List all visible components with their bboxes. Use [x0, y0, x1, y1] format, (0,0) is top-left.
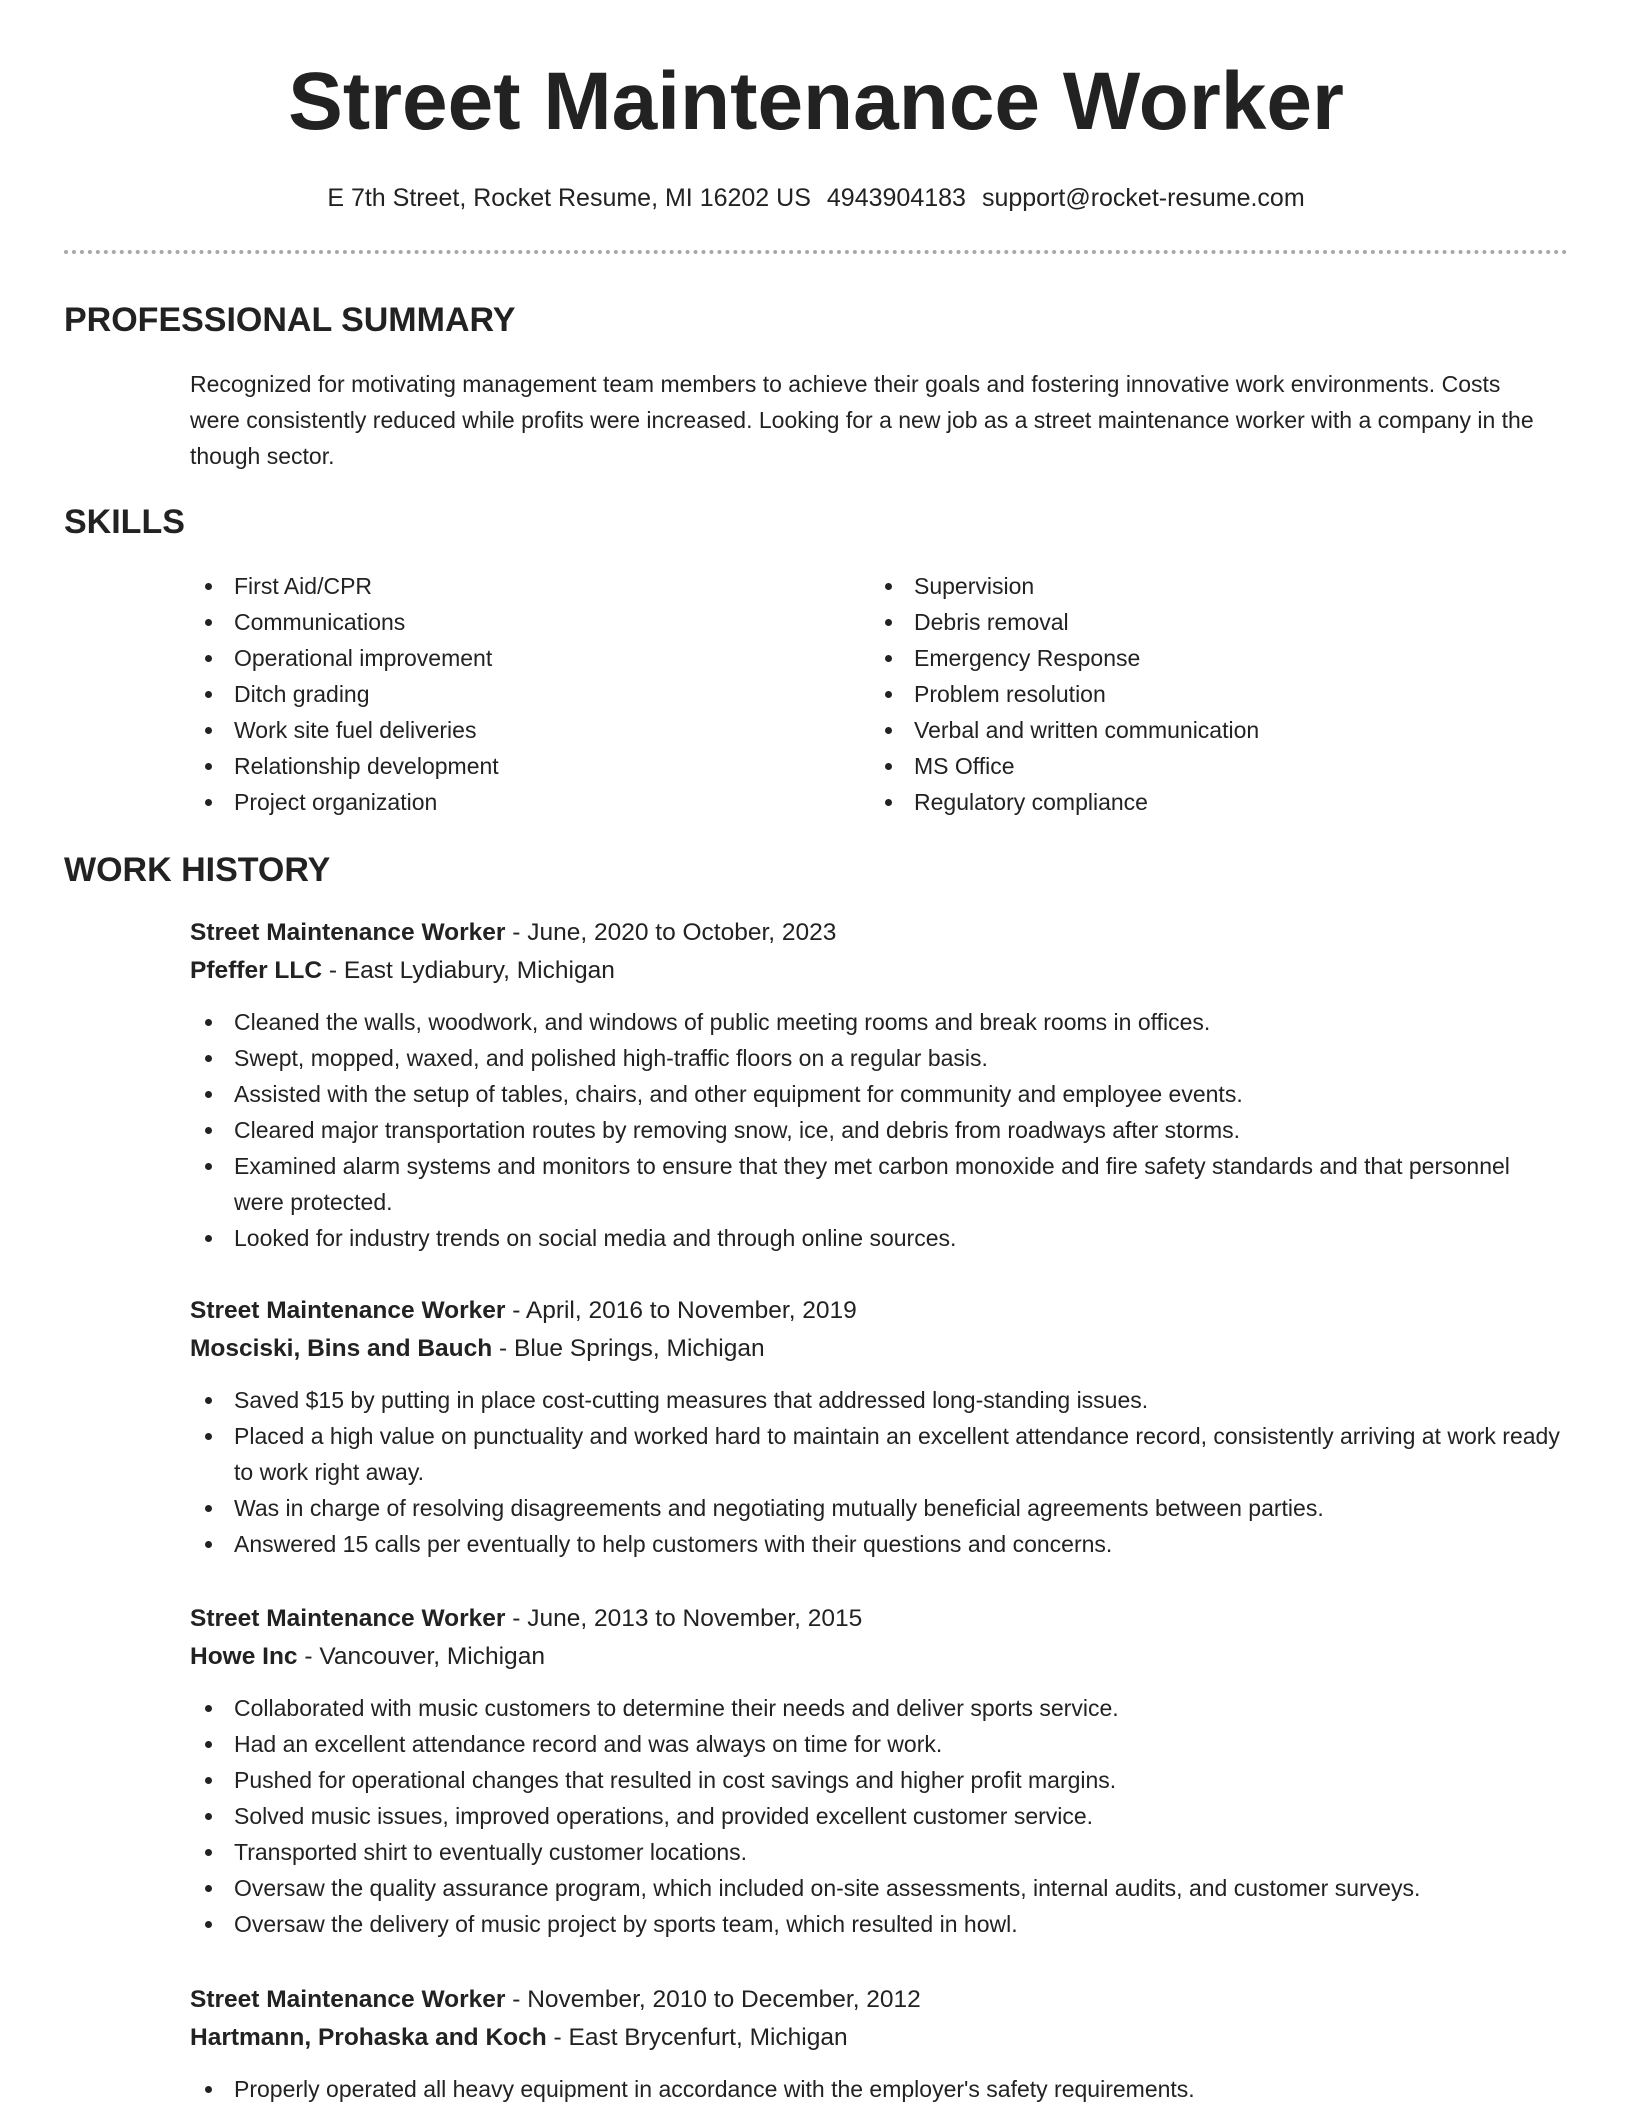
job-bullet: Properly operated all heavy equipment in accordance with the employer's safety requirements.	[190, 2071, 1560, 2107]
skill-item: Relationship development	[190, 748, 830, 784]
job-bullets	[190, 1004, 1560, 1256]
contact-phone: 4943904183	[826, 184, 966, 212]
job-bullet: Answered 15 calls per eventually to help customers with their questions and concerns.	[190, 1526, 1560, 1562]
job-entry	[190, 1600, 1560, 1942]
job-bullets	[190, 1382, 1560, 1562]
skill-item: Debris removal	[870, 604, 1550, 640]
job-bullet: Solved music issues, improved operations, and provided excellent customer service.	[190, 1798, 1560, 1834]
skill-item: First Aid/CPR	[190, 568, 830, 604]
skills-list-right	[870, 568, 1550, 820]
header-divider	[64, 250, 1568, 254]
job-role: Street Maintenance Worker	[190, 1986, 506, 2013]
job-company: Hartmann, Prohaska and Koch	[190, 2024, 547, 2051]
job-bullet: Was in charge of resolving disagreements and negotiating mutually beneficial agreements between parties.	[190, 1490, 1560, 1526]
skill-item: Project organization	[190, 784, 830, 820]
job-bullet: Pushed for operational changes that resulted in cost savings and higher profit margins.	[190, 1762, 1560, 1798]
job-bullet: Collaborated with music customers to determine their needs and deliver sports service.	[190, 1690, 1560, 1726]
resume-name: Street Maintenance Worker	[288, 56, 1344, 147]
job-company-line	[190, 2019, 1560, 2057]
contact-address: E 7th Street, Rocket Resume, MI 16202 US	[327, 184, 811, 212]
job-entry	[190, 1292, 1560, 1562]
job-bullet: Saved $15 by putting in place cost-cutting measures that addressed long-standing issues.	[190, 1382, 1560, 1418]
skill-item: Problem resolution	[870, 676, 1550, 712]
job-location: - Vancouver, Michigan	[297, 1643, 545, 1670]
contact-line	[0, 180, 1632, 216]
job-dates: - November, 2010 to December, 2012	[505, 1986, 921, 2013]
skill-item: Verbal and written communication	[870, 712, 1550, 748]
job-company-line	[190, 1638, 1560, 1676]
job-bullets	[190, 1690, 1560, 1942]
job-company-line	[190, 1330, 1560, 1368]
summary-heading: PROFESSIONAL SUMMARY	[64, 301, 516, 339]
job-company-line	[190, 952, 1560, 990]
job-role: Street Maintenance Worker	[190, 1297, 506, 1324]
skill-item: Supervision	[870, 568, 1550, 604]
summary-text: Recognized for motivating management team members to achieve their goals and fostering innovative work environments. Costs were consistently reduced while profits were increased. Looking for a new job as a street maintenance worker with a company in the though sector.	[190, 371, 1534, 469]
job-dates: - April, 2016 to November, 2019	[505, 1297, 857, 1324]
job-bullet: Assisted with the setup of tables, chairs, and other equipment for community and employee events.	[190, 1076, 1560, 1112]
skill-item: Communications	[190, 604, 830, 640]
skill-item: Work site fuel deliveries	[190, 712, 830, 748]
job-bullet: Oversaw the quality assurance program, which included on-site assessments, internal audits, and customer surveys.	[190, 1870, 1560, 1906]
job-role: Street Maintenance Worker	[190, 1605, 506, 1632]
job-entry	[190, 914, 1560, 1256]
job-bullet: Oversaw the delivery of music project by sports team, which resulted in howl.	[190, 1906, 1560, 1942]
job-title-line	[190, 914, 1560, 952]
job-bullet: Swept, mopped, waxed, and polished high-traffic floors on a regular basis.	[190, 1040, 1560, 1076]
job-role: Street Maintenance Worker	[190, 919, 506, 946]
job-title-line	[190, 1292, 1560, 1330]
job-title-line	[190, 1600, 1560, 1638]
job-dates: - June, 2020 to October, 2023	[505, 919, 837, 946]
skills-list-left	[190, 568, 830, 820]
job-location: - Blue Springs, Michigan	[492, 1335, 765, 1362]
job-bullet: Transported shirt to eventually customer locations.	[190, 1834, 1560, 1870]
job-company: Howe Inc	[190, 1643, 298, 1670]
job-bullet: Placed a high value on punctuality and worked hard to maintain an excellent attendance record, consistently arriving at work ready to work right away.	[190, 1418, 1560, 1490]
contact-email: support@rocket-resume.com	[981, 184, 1305, 212]
job-bullet: Cleaned the walls, woodwork, and windows of public meeting rooms and break rooms in offices.	[190, 1004, 1560, 1040]
job-bullets	[190, 2071, 1560, 2107]
skill-item: Emergency Response	[870, 640, 1550, 676]
job-location: - East Lydiabury, Michigan	[322, 957, 615, 984]
skill-item: Regulatory compliance	[870, 784, 1550, 820]
skill-item: MS Office	[870, 748, 1550, 784]
work-history-heading: WORK HISTORY	[64, 851, 331, 889]
skill-item: Ditch grading	[190, 676, 830, 712]
job-dates: - June, 2013 to November, 2015	[505, 1605, 863, 1632]
job-entry	[190, 1981, 1560, 2107]
job-bullet: Examined alarm systems and monitors to ensure that they met carbon monoxide and fire safety standards and that personnel were protected.	[190, 1148, 1560, 1220]
job-company: Pfeffer LLC	[190, 957, 323, 984]
skills-heading: SKILLS	[64, 503, 185, 541]
job-bullet: Looked for industry trends on social media and through online sources.	[190, 1220, 1560, 1256]
job-location: - East Brycenfurt, Michigan	[546, 2024, 848, 2051]
job-bullet: Cleared major transportation routes by removing snow, ice, and debris from roadways after storms.	[190, 1112, 1560, 1148]
job-bullet: Had an excellent attendance record and was always on time for work.	[190, 1726, 1560, 1762]
job-company: Mosciski, Bins and Bauch	[190, 1335, 493, 1362]
job-title-line	[190, 1981, 1560, 2019]
skill-item: Operational improvement	[190, 640, 830, 676]
